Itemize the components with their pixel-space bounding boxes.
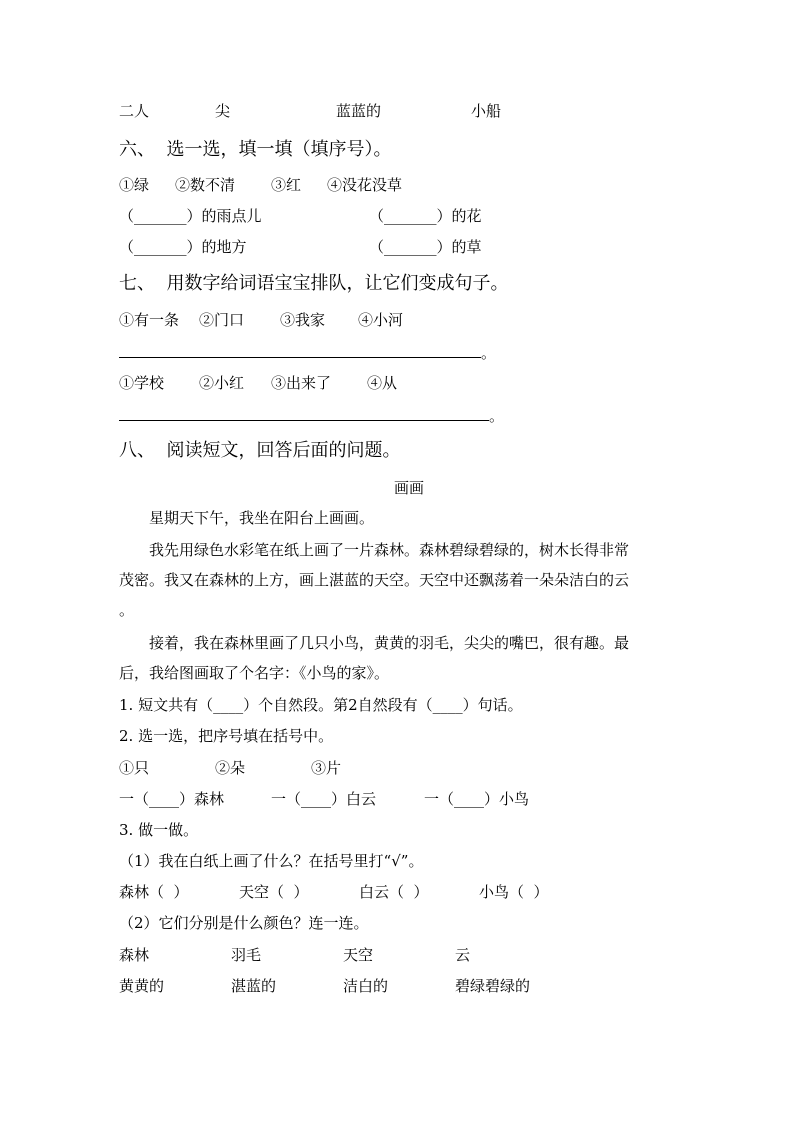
section7-title: 七、 用数字给词语宝宝排队，让它们变成句子。 <box>119 273 509 294</box>
section6-title: 六、 选一选，填一填（填序号）。 <box>119 139 392 160</box>
word-top-3: 蓝蓝的 <box>336 102 382 120</box>
period-2: 。 <box>489 407 505 425</box>
passage-line-4: 。 <box>119 601 135 619</box>
question-1[interactable]: 1. 短文共有（____）个自然段。第2自然段有（____）句话。 <box>119 696 523 714</box>
q2-fill-2[interactable]: 一（____）白云 <box>271 790 377 808</box>
match-top-2[interactable]: 羽毛 <box>231 946 262 964</box>
match-bottom-3[interactable]: 洁白的 <box>343 977 389 995</box>
q2-option-1: ①只 <box>119 759 150 777</box>
passage-line-2: 我先用绿色水彩笔在纸上画了一片森林。森林碧绿碧绿的，树木长得非常 <box>149 541 630 559</box>
period-1: 。 <box>481 344 497 362</box>
s6-option-3: ③红 <box>271 176 302 194</box>
q3-1-item-2[interactable]: 天空（ ） <box>239 883 309 901</box>
s6-fill-4[interactable]: （_______）的草 <box>369 238 482 256</box>
word-top-2: 尖 <box>215 102 231 120</box>
q2-fill-1[interactable]: 一（____）森林 <box>119 790 225 808</box>
passage-line-3: 茂密。我又在森林的上方，画上湛蓝的天空。天空中还飘荡着一朵朵洁白的云 <box>119 571 630 589</box>
s7-g2-word-3: ③出来了 <box>271 374 332 392</box>
s7-g1-word-4: ④小河 <box>358 311 404 329</box>
question-3-2: （2）它们分别是什么颜色？连一连。 <box>119 914 369 932</box>
match-top-4[interactable]: 云 <box>455 946 471 964</box>
match-bottom-4[interactable]: 碧绿碧绿的 <box>455 977 531 995</box>
s7-g1-word-1: ①有一条 <box>119 311 180 329</box>
answer-line-2[interactable] <box>119 420 489 421</box>
q2-option-2: ②朵 <box>215 759 246 777</box>
s7-g2-word-2: ②小红 <box>199 374 245 392</box>
word-top-1: 二人 <box>119 102 150 120</box>
match-top-3[interactable]: 天空 <box>343 946 374 964</box>
s7-g1-word-3: ③我家 <box>280 311 326 329</box>
answer-line-1[interactable] <box>119 357 481 358</box>
question-2: 2. 选一选，把序号填在括号中。 <box>119 727 334 745</box>
match-bottom-2[interactable]: 湛蓝的 <box>231 977 277 995</box>
question-3-1: （1）我在白纸上画了什么？在括号里打“√”。 <box>119 852 424 870</box>
q2-option-3: ③片 <box>311 759 342 777</box>
s6-fill-1[interactable]: （_______）的雨点儿 <box>119 207 262 225</box>
match-bottom-1[interactable]: 黄黄的 <box>119 977 165 995</box>
section8-title: 八、 阅读短文，回答后面的问题。 <box>119 440 401 461</box>
question-3: 3. 做一做。 <box>119 821 199 839</box>
s7-g2-word-4: ④从 <box>367 374 398 392</box>
s6-fill-3[interactable]: （_______）的地方 <box>119 238 247 256</box>
s6-fill-2[interactable]: （_______）的花 <box>369 207 482 225</box>
s7-g2-word-1: ①学校 <box>119 374 165 392</box>
q3-1-item-3[interactable]: 白云（ ） <box>359 883 429 901</box>
s6-option-2: ②数不清 <box>175 176 236 194</box>
word-top-4: 小船 <box>471 102 502 120</box>
match-top-1[interactable]: 森林 <box>119 946 150 964</box>
s6-option-1: ①绿 <box>119 176 150 194</box>
passage-title: 画画 <box>394 479 425 497</box>
passage-line-5: 接着，我在森林里画了几只小鸟，黄黄的羽毛，尖尖的嘴巴，很有趣。最 <box>149 634 630 652</box>
passage-line-1: 星期天下午，我坐在阳台上画画。 <box>149 509 375 527</box>
q2-fill-3[interactable]: 一（____）小鸟 <box>424 790 530 808</box>
passage-line-6: 后，我给图画取了个名字：《小鸟的家》。 <box>119 664 390 682</box>
s7-g1-word-2: ②门口 <box>199 311 245 329</box>
q3-1-item-1[interactable]: 森林（ ） <box>119 883 189 901</box>
q3-1-item-4[interactable]: 小鸟（ ） <box>479 883 549 901</box>
s6-option-4: ④没花没草 <box>327 176 403 194</box>
